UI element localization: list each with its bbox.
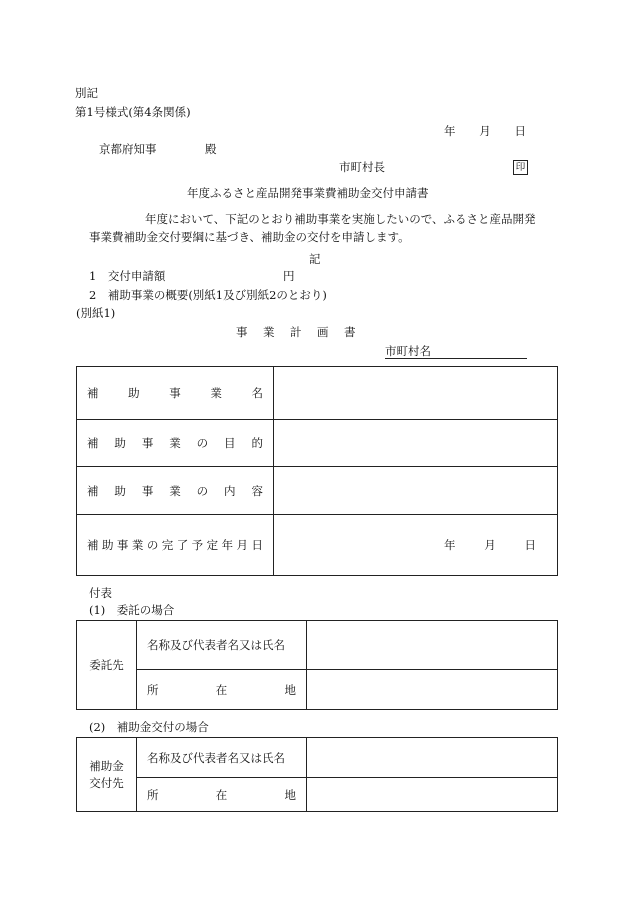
ki-heading: 記 [309,252,321,266]
table-row [77,515,558,576]
table-row [77,778,558,812]
item-1-label: 1 交付申請額 [89,269,166,283]
item-1-unit: 円 [283,269,295,283]
plan-row-label: 補 助 事 業 名 [77,367,274,420]
item-2: 2 補助事業の概要(別紙1及び別紙2のとおり) [89,288,327,302]
completion-date [444,537,536,553]
table-row [77,670,558,710]
plan-title: 事 業 計 画 書 [236,325,358,339]
honorific: 殿 [205,142,217,156]
contractor-group-label: 委託先 [77,621,137,710]
contractor-name-label: 名称及び代表者名又は氏名 [137,621,307,670]
attachment-label: (別紙1) [76,306,116,320]
table-row [77,621,558,670]
plan-table [76,366,558,576]
contractor-address-value[interactable] [307,670,558,710]
date-year: 年 [444,124,456,138]
contractor-table [76,620,558,710]
document-title: 年度ふるさと産品開発事業費補助金交付申請書 [187,186,429,200]
date-month: 月 [484,538,496,552]
plan-row-label: 補 助 事 業 の 目 的 [77,420,274,467]
grantee-name-value[interactable] [307,738,558,778]
table-row [77,738,558,778]
plan-row-label: 補 助 事 業 の 内 容 [77,467,274,515]
seal-mark: 印 [513,160,528,175]
table-row [77,467,558,515]
date-day: 日 [514,124,526,138]
municipality-name-field [385,344,527,359]
plan-row-value[interactable] [274,467,558,515]
appendix-label: 別記 [75,86,98,100]
application-date [444,124,526,138]
body-line-2: 事業費補助金交付要綱に基づき、補助金の交付を申請します。 [89,230,410,244]
date-year: 年 [444,538,456,552]
contractor-name-value[interactable] [307,621,558,670]
case-1-label: (1) 委託の場合 [89,603,175,617]
table-row [77,420,558,467]
grantee-address-label: 所 在 地 [137,778,307,812]
date-month: 月 [479,124,491,138]
form-number: 第1号様式(第4条関係) [75,105,191,119]
grantee-name-label: 名称及び代表者名又は氏名 [137,738,307,778]
plan-row-label: 補 助 事 業 の 完 了 予 定 年 月 日 [77,515,274,576]
case-2-label: (2) 補助金交付の場合 [89,720,209,734]
date-day: 日 [524,538,536,552]
municipality-label: 市町村名 [385,344,431,358]
plan-row-value[interactable] [274,515,558,576]
applicant: 市町村長 [339,160,385,174]
grantee-table [76,737,558,812]
plan-row-value[interactable] [274,420,558,467]
grantee-address-value[interactable] [307,778,558,812]
grantee-group-label: 補助金 交付先 [77,738,137,812]
body-line-1: 年度において、下記のとおり補助事業を実施したいので、ふるさと産品開発 [145,212,536,226]
appendix-title: 付表 [89,586,112,600]
table-row [77,367,558,420]
contractor-address-label: 所 在 地 [137,670,307,710]
addressee: 京都府知事 [99,142,157,156]
plan-row-value[interactable] [274,367,558,420]
